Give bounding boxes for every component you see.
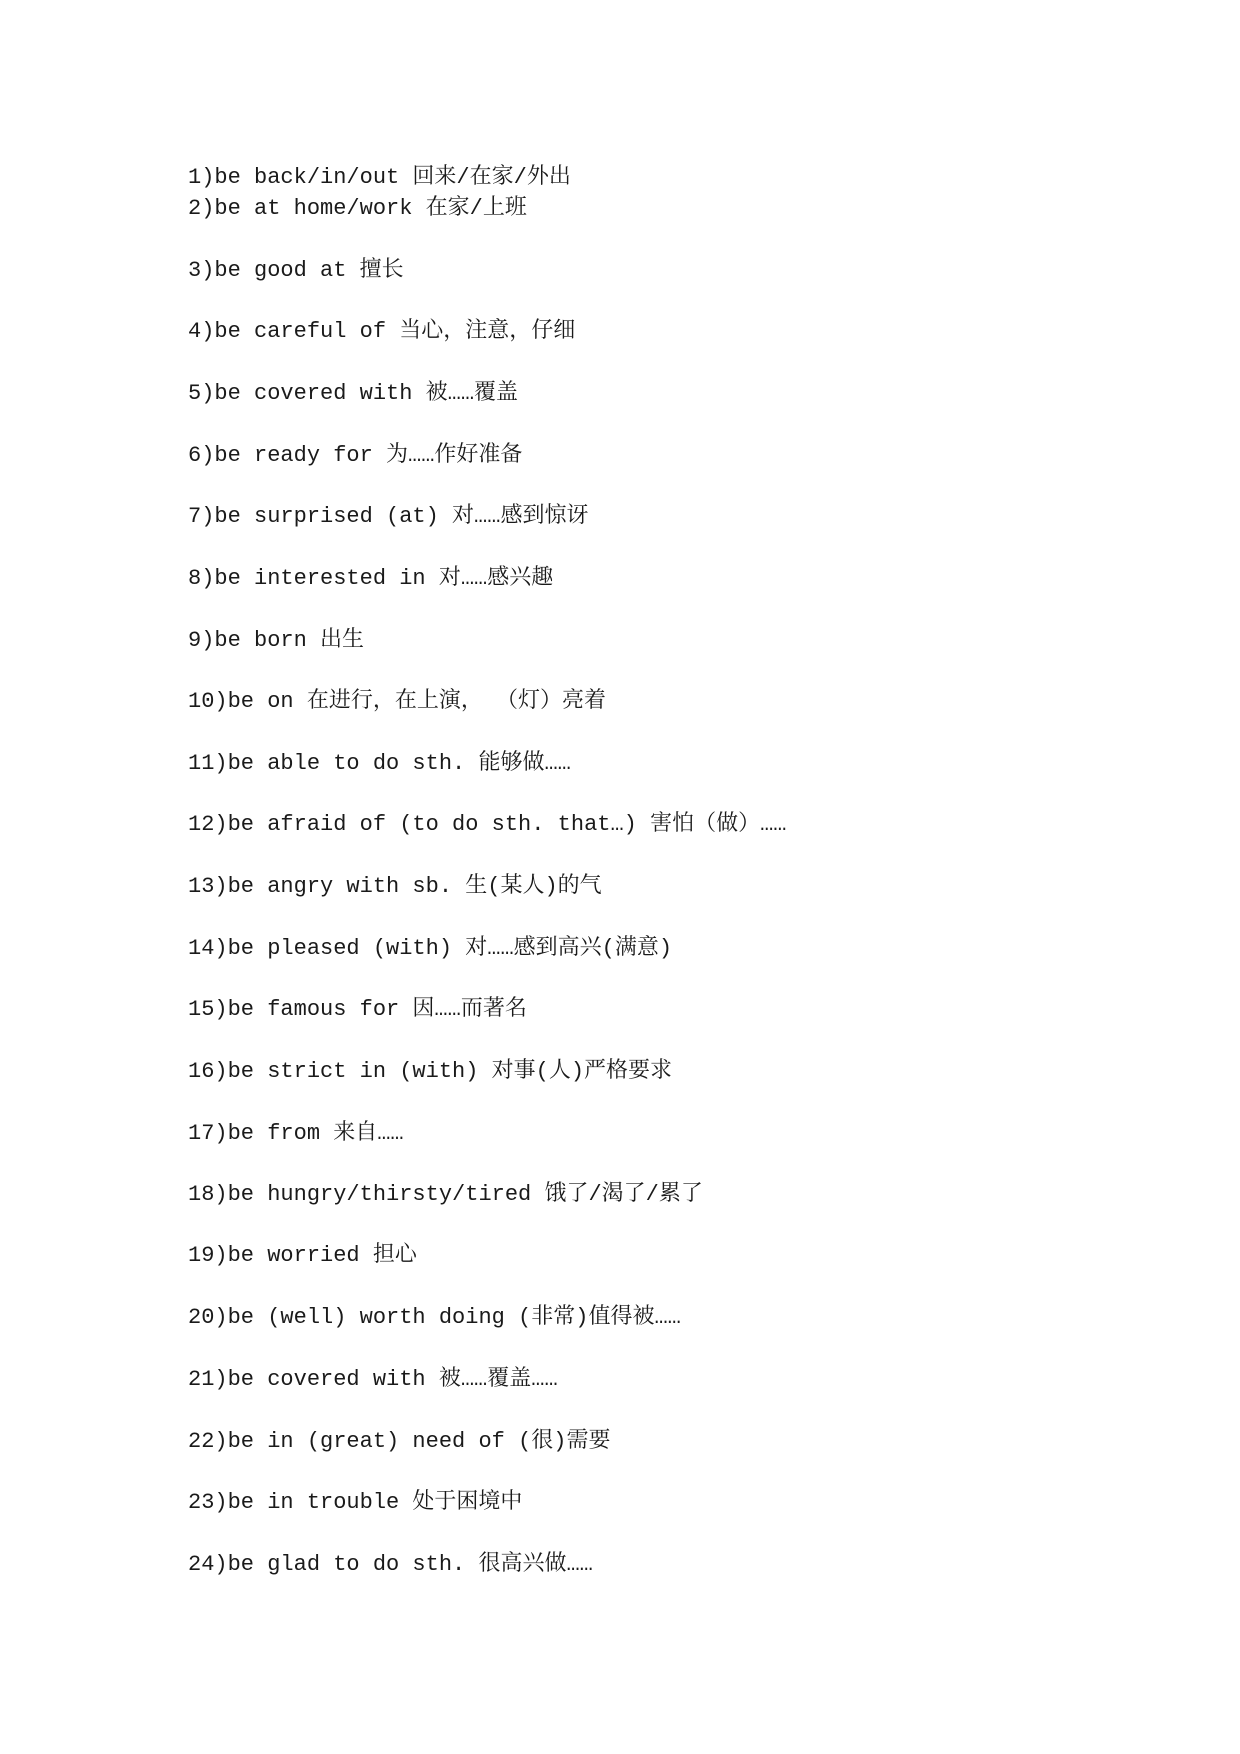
phrase-entry: 18)be hungry/thirsty/tired 饿了/渴了/累了 bbox=[188, 1182, 703, 1207]
phrase-entry: 7)be surprised (at) 对……感到惊讶 bbox=[188, 504, 589, 529]
phrase-entry: 9)be born 出生 bbox=[188, 628, 365, 653]
phrase-entry: 11)be able to do sth. 能够做…… bbox=[188, 751, 571, 776]
phrase-entry: 3)be good at 擅长 bbox=[188, 258, 404, 283]
phrase-entry: 6)be ready for 为……作好准备 bbox=[188, 443, 523, 468]
phrase-entry: 21)be covered with 被……覆盖…… bbox=[188, 1367, 558, 1392]
phrase-entry: 10)be on 在进行，在上演， （灯）亮着 bbox=[188, 689, 607, 714]
phrase-entry: 1)be back/in/out 回来/在家/外出 bbox=[188, 165, 571, 190]
phrase-entry: 23)be in trouble 处于困境中 bbox=[188, 1490, 523, 1515]
phrase-entry: 20)be (well) worth doing (非常)值得被…… bbox=[188, 1305, 681, 1330]
phrase-entry: 22)be in (great) need of (很)需要 bbox=[188, 1429, 611, 1454]
phrase-entry: 12)be afraid of (to do sth. that…) 害怕（做）…… bbox=[188, 812, 787, 837]
phrase-entry: 14)be pleased (with) 对……感到高兴(满意) bbox=[188, 936, 673, 961]
phrase-entry: 17)be from 来自…… bbox=[188, 1121, 404, 1146]
phrase-entry: 15)be famous for 因……而著名 bbox=[188, 997, 527, 1022]
phrase-entry: 2)be at home/work 在家/上班 bbox=[188, 196, 527, 221]
phrase-entry: 13)be angry with sb. 生(某人)的气 bbox=[188, 874, 602, 899]
phrase-entry: 24)be glad to do sth. 很高兴做…… bbox=[188, 1552, 593, 1577]
phrase-entry: 19)be worried 担心 bbox=[188, 1243, 417, 1268]
phrase-entry: 8)be interested in 对……感兴趣 bbox=[188, 566, 554, 591]
phrase-entry: 4)be careful of 当心，注意，仔细 bbox=[188, 319, 576, 344]
phrase-entry: 16)be strict in (with) 对事(人)严格要求 bbox=[188, 1059, 673, 1084]
phrase-entry: 5)be covered with 被……覆盖 bbox=[188, 381, 519, 406]
